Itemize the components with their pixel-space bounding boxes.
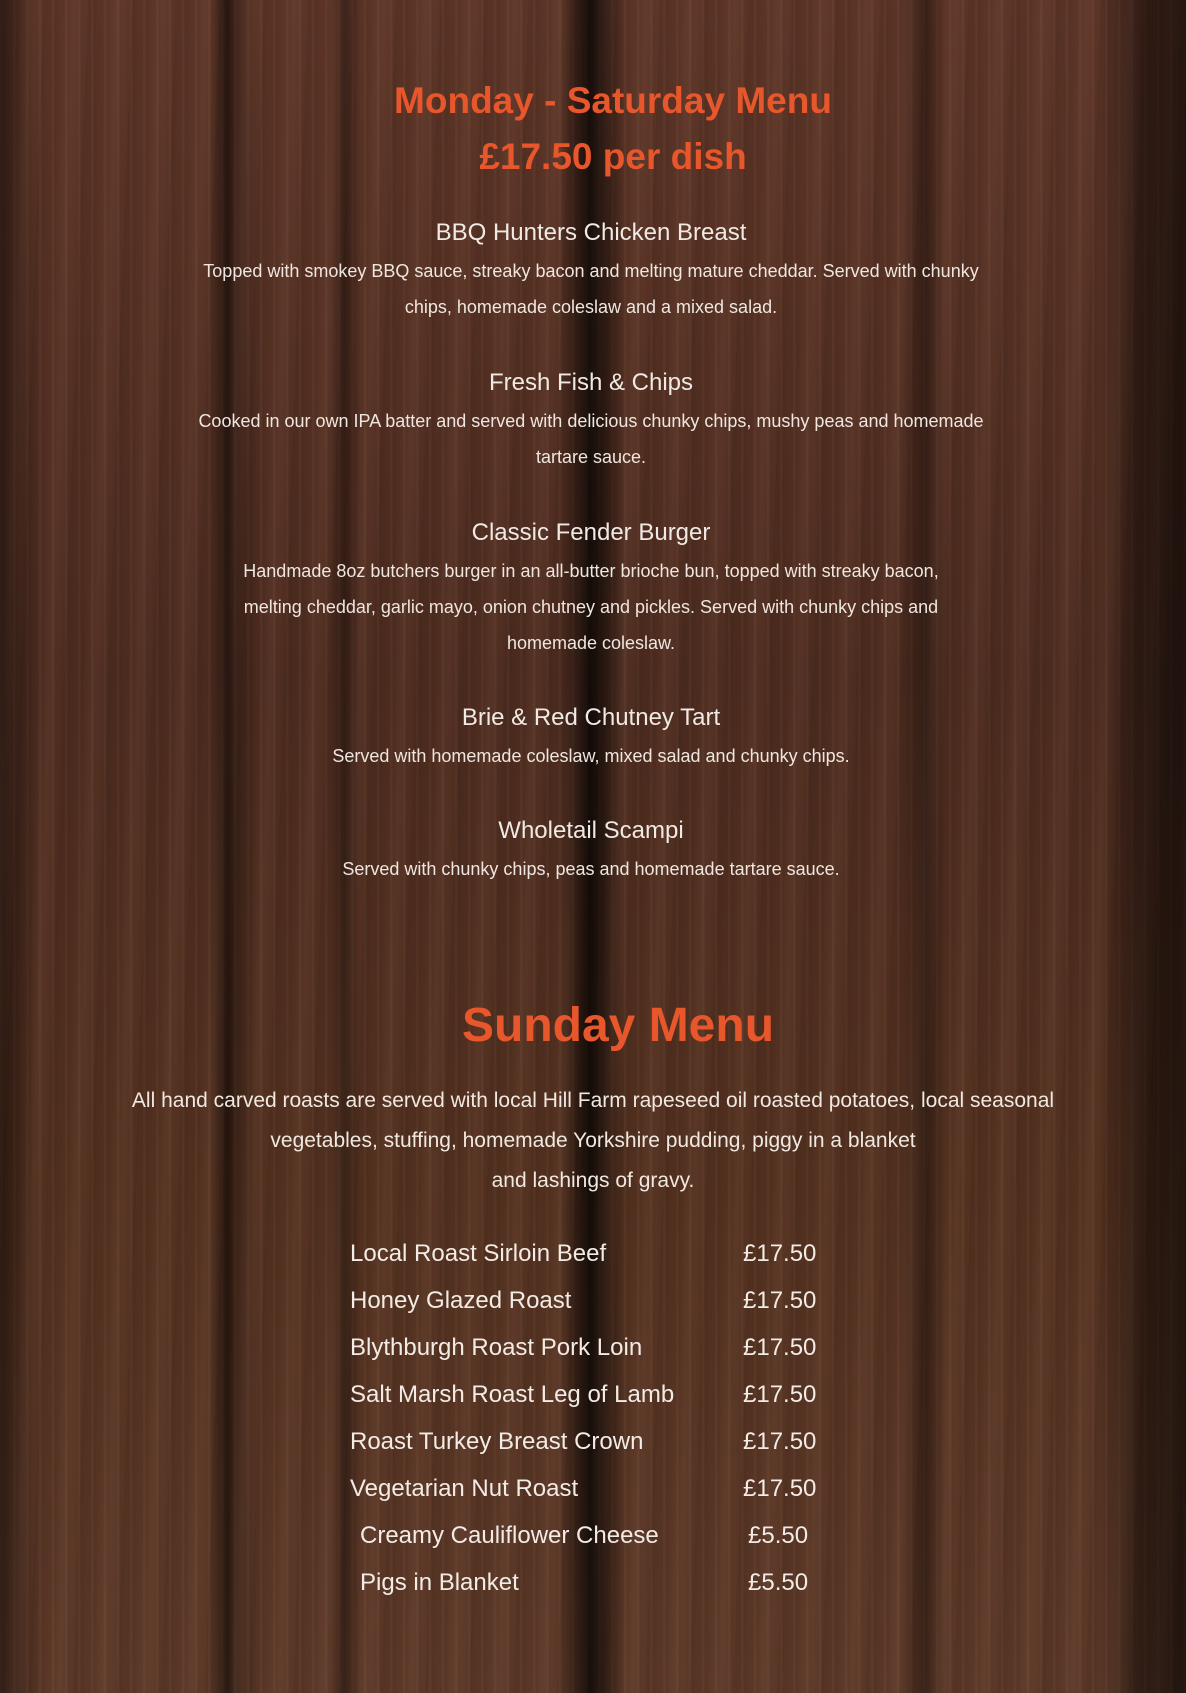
dish-description <box>0 851 1184 887</box>
roast-item <box>350 1287 850 1334</box>
dish-description-line: tartare sauce. <box>535 447 647 467</box>
side-name: Creamy Cauliflower Cheese <box>360 1522 659 1549</box>
roast-name: Roast Turkey Breast Crown <box>350 1428 644 1455</box>
roast-name: Vegetarian Nut Roast <box>350 1475 579 1502</box>
roast-price: £17.50 <box>743 1287 817 1314</box>
weekday-menu-title: Monday - Saturday Menu <box>394 80 832 121</box>
dish-description <box>0 253 1184 325</box>
roast-name: Local Roast Sirloin Beef <box>350 1240 607 1267</box>
dish-description-line: chips, homemade coleslaw and a mixed salad. <box>404 297 778 317</box>
roast-price: £17.50 <box>743 1428 817 1455</box>
sunday-roast-list <box>350 1240 850 1616</box>
roast-price: £17.50 <box>743 1240 817 1267</box>
sunday-menu-title: Sunday Menu <box>461 999 775 1052</box>
dish-description-line: Served with chunky chips, peas and homemade tartare sauce. <box>342 859 840 879</box>
side-price: £5.50 <box>748 1522 809 1549</box>
dish-name: Classic Fender Burger <box>471 519 711 546</box>
dish-description-line: melting cheddar, garlic mayo, onion chutney and pickles. Served with chunky chips and <box>243 597 939 617</box>
sunday-intro-line: vegetables, stuffing, homemade Yorkshire pudding, piggy in a blanket <box>270 1129 916 1152</box>
dish-description-line: Handmade 8oz butchers burger in an all-butter brioche bun, topped with streaky bacon, <box>243 561 939 581</box>
dish-description <box>0 403 1184 475</box>
dish-description <box>0 553 1184 661</box>
dish-description-line: Served with homemade coleslaw, mixed salad and chunky chips. <box>332 746 850 766</box>
side-item <box>350 1569 850 1616</box>
roast-price: £17.50 <box>743 1334 817 1361</box>
roast-name: Honey Glazed Roast <box>350 1287 572 1314</box>
dish-name: Fresh Fish & Chips <box>488 369 694 396</box>
roast-item <box>350 1240 850 1287</box>
dish-item <box>0 369 1184 475</box>
dish-name: Wholetail Scampi <box>498 817 684 844</box>
roast-name: Blythburgh Roast Pork Loin <box>350 1334 643 1361</box>
dish-item <box>0 817 1184 887</box>
weekday-menu-price: £17.50 per dish <box>479 136 747 177</box>
side-price: £5.50 <box>748 1569 809 1596</box>
side-name: Pigs in Blanket <box>360 1569 519 1596</box>
dish-description-line: Topped with smokey BBQ sauce, streaky bacon and melting mature cheddar. Served with chunky <box>203 261 979 281</box>
dish-item <box>0 519 1184 661</box>
roast-price: £17.50 <box>743 1475 817 1502</box>
roast-item <box>350 1428 850 1475</box>
dish-item <box>0 219 1184 325</box>
dish-description-line: Cooked in our own IPA batter and served with delicious chunky chips, mushy peas and homemade <box>198 411 984 431</box>
sunday-intro <box>0 1081 1186 1201</box>
sunday-intro-line: and lashings of gravy. <box>491 1169 695 1192</box>
roast-item <box>350 1334 850 1381</box>
dish-item <box>0 704 1184 774</box>
side-item <box>350 1522 850 1569</box>
dish-description <box>0 738 1184 774</box>
roast-item <box>350 1381 850 1428</box>
roast-price: £17.50 <box>743 1381 817 1408</box>
sunday-intro-line: All hand carved roasts are served with local Hill Farm rapeseed oil roasted potatoes, local seasonal <box>131 1089 1055 1112</box>
roast-name: Salt Marsh Roast Leg of Lamb <box>350 1381 675 1408</box>
dish-name: Brie & Red Chutney Tart <box>461 704 721 731</box>
dish-name: BBQ Hunters Chicken Breast <box>435 219 747 246</box>
dish-description-line: homemade coleslaw. <box>506 633 676 653</box>
roast-item <box>350 1475 850 1522</box>
